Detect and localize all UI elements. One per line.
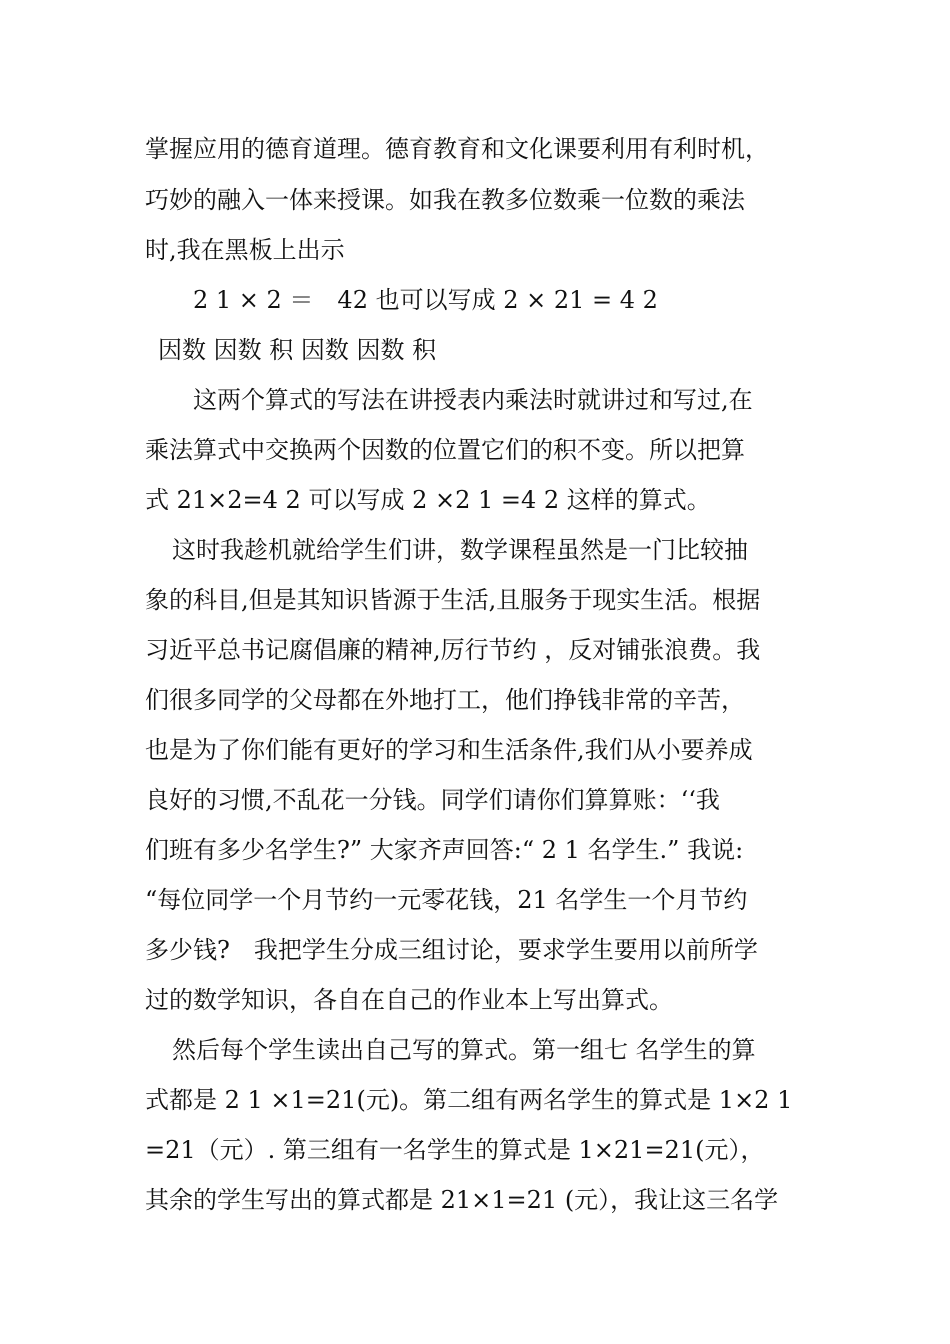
- text-line: 象的科目,但是其知识皆源于生活,且服务于现实生活。根据: [145, 586, 761, 614]
- formula-line: 2 1 × 2 ＝ 42 也可以写成 2 × 21 = 4 2: [193, 286, 658, 314]
- text-line: 们很多同学的父母都在外地打工，他们挣钱非常的辛苦，: [145, 686, 745, 714]
- text-line: 掌握应用的德育道理。德育教育和文化课要利用有利时机，: [145, 135, 769, 163]
- text-line: 良好的习惯,不乱花一分钱。同学们请你们算算账：‘‘我: [145, 786, 720, 814]
- text-line: 过的数学知识，各自在自己的作业本上写出算式。: [145, 986, 673, 1014]
- text-line: “每位同学一个月节约一元零花钱，21 名学生一个月节约: [145, 886, 748, 914]
- formula-labels: 因数 因数 积 因数 因数 积: [158, 336, 437, 364]
- text-line: 习近平总书记腐倡廉的精神,厉行节约 ，反对铺张浪费。我: [145, 636, 761, 664]
- text-line: 这时我趁机就给学生们讲，数学课程虽然是一门比较抽: [172, 536, 748, 564]
- text-line: 多少钱? 我把学生分成三组讨论，要求学生要用以前所学: [145, 936, 758, 964]
- text-line: 其余的学生写出的算式都是 21×1=21 (元），我让这三名学: [145, 1186, 779, 1214]
- text-line: 们班有多少名学生?” 大家齐声回答:“ 2 1 名学生.” 我说:: [145, 836, 744, 864]
- text-line: 然后每个学生读出自己写的算式。第一组七 名学生的算: [172, 1036, 756, 1064]
- text-line: 这两个算式的写法在讲授表内乘法时就讲过和写过,在: [193, 386, 753, 414]
- text-line: 乘法算式中交换两个因数的位置它们的积不变。所以把算: [145, 436, 745, 464]
- text-line: 巧妙的融入一体来授课。如我在教多位数乘一位数的乘法: [145, 186, 745, 214]
- text-line: 时,我在黑板上出示: [145, 236, 345, 264]
- text-line: 也是为了你们能有更好的学习和生活条件,我们从小要养成: [145, 736, 753, 764]
- text-line: 式都是 2 1 ×1=21(元)。第二组有两名学生的算式是 1×2 1: [145, 1086, 793, 1114]
- text-line: 式 21×2=4 2 可以写成 2 ×2 1 =4 2 这样的算式。: [145, 486, 711, 514]
- text-line: =21（元）. 第三组有一名学生的算式是 1×21=21(元），: [145, 1136, 765, 1164]
